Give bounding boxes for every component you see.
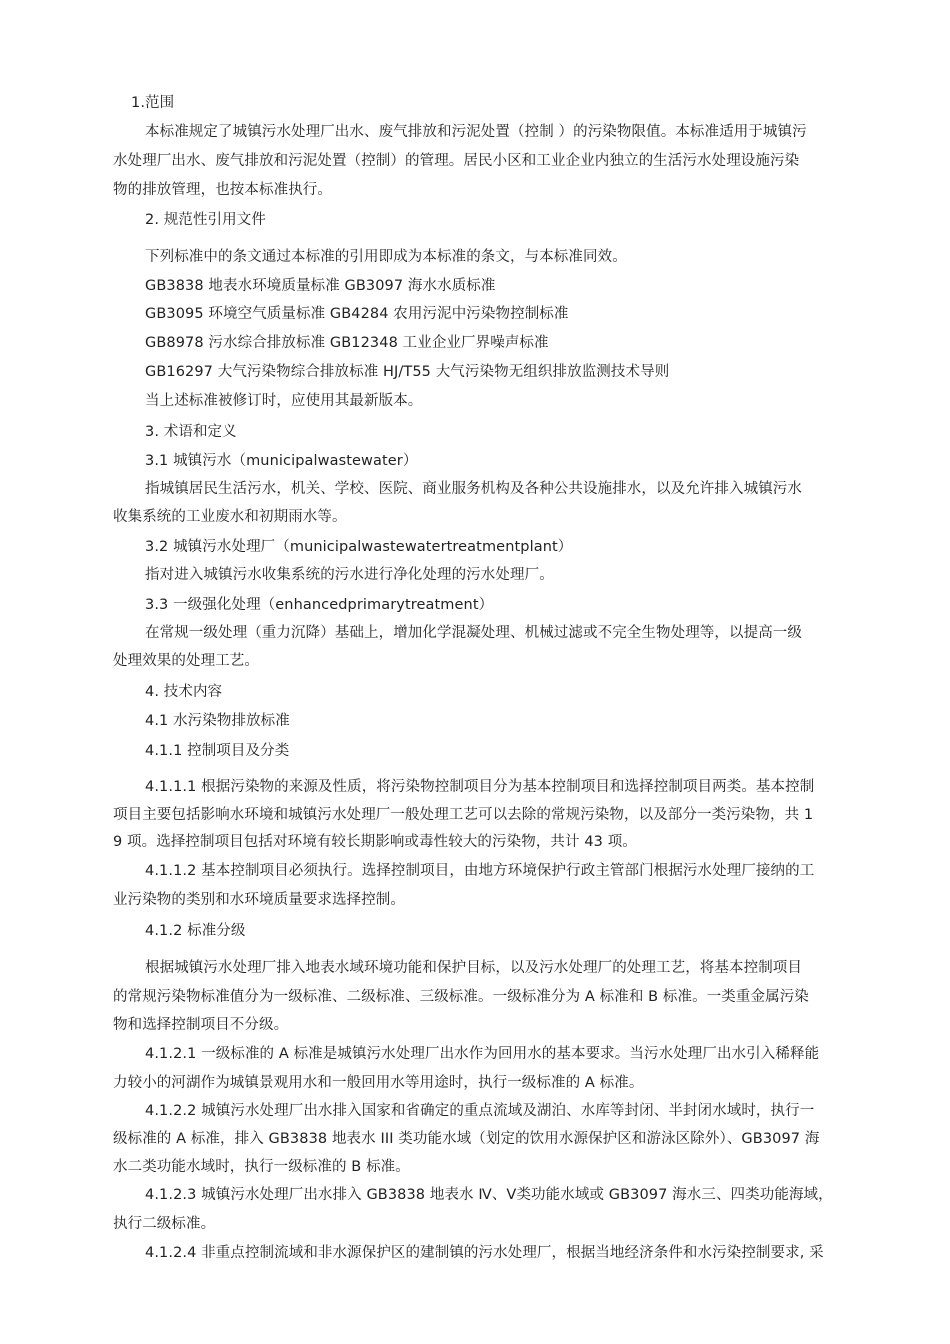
paragraph-line: 本标准规定了城镇污水处理厂出水、废气排放和污泥处置（控制 ）的污染物限值。本标准适用于城镇污 [145, 124, 807, 140]
section-heading: 2. 规范性引用文件 [145, 212, 266, 228]
subsection-heading: 4.1.2 标准分级 [145, 923, 246, 939]
paragraph-line: 业污染物的类别和水环境质量要求选择控制。 [113, 892, 405, 908]
paragraph-line: 收集系统的工业废水和初期雨水等。 [113, 509, 347, 525]
section-heading: 1.范围 [131, 95, 175, 111]
paragraph-line: 当上述标准被修订时，应使用其最新版本。 [145, 393, 423, 409]
paragraph-line: 力较小的河湖作为城镇景观用水和一般回用水等用途时，执行一级标准的 A 标准。 [113, 1075, 644, 1091]
reference-line: GB16297 大气污染物综合排放标准 HJ/T55 大气污染物无组织排放监测技术导则 [145, 364, 670, 380]
paragraph-line: 在常规一级处理（重力沉降）基础上，增加化学混凝处理、机械过滤或不完全生物处理等，以提高一级 [145, 625, 802, 641]
term-heading: 3.1 城镇污水（municipalwastewater） [145, 453, 418, 469]
section-heading: 4. 技术内容 [145, 684, 223, 700]
paragraph-line: 级标准的 A 标准，排入 GB3838 地表水 III 类功能水域（划定的饮用水源保护区和游泳区除外）、GB3097 海 [113, 1131, 820, 1147]
paragraph-line: 的常规污染物标准值分为一级标准、二级标准、三级标准。一级标准分为 A 标准和 B 标准。一类重金属污染 [113, 989, 809, 1005]
paragraph-line: 处理效果的处理工艺。 [113, 653, 259, 669]
paragraph-line: 4.1.2.3 城镇污水处理厂出水排入 GB3838 地表水 Ⅳ、Ⅴ类功能水域或 GB3097 海水三、四类功能海域， [145, 1187, 833, 1203]
paragraph-line: 4.1.1.2 基本控制项目必须执行。选择控制项目，由地方环境保护行政主管部门根据污水处理厂接纳的工 [145, 863, 815, 879]
subsection-heading: 4.1.1 控制项目及分类 [145, 743, 290, 759]
reference-line: GB3838 地表水环境质量标准 GB3097 海水水质标准 [145, 278, 496, 294]
paragraph-line: 水二类功能水域时，执行一级标准的 B 标准。 [113, 1159, 410, 1175]
paragraph-line: 物的排放管理，也按本标准执行。 [113, 182, 332, 198]
paragraph-line: 水处理厂出水、废气排放和污泥处置（控制）的管理。居民小区和工业企业内独立的生活污水处理设施污染 [113, 153, 800, 169]
reference-line: GB3095 环境空气质量标准 GB4284 农用污泥中污染物控制标准 [145, 306, 569, 322]
paragraph-line: 4.1.2.1 一级标准的 A 标准是城镇污水处理厂出水作为回用水的基本要求。当污水处理厂出水引入稀释能 [145, 1046, 820, 1062]
paragraph-line: 物和选择控制项目不分级。 [113, 1017, 289, 1033]
paragraph-line: 4.1.1.1 根据污染物的来源及性质，将污染物控制项目分为基本控制项目和选择控制项目两类。基本控制 [145, 779, 815, 795]
paragraph-line: 执行二级标准。 [113, 1216, 216, 1232]
term-heading: 3.2 城镇污水处理厂（municipalwastewatertreatmentplant） [145, 539, 573, 555]
section-heading: 3. 术语和定义 [145, 424, 237, 440]
paragraph-line: 指城镇居民生活污水，机关、学校、医院、商业服务机构及各种公共设施排水，以及允许排入城镇污水 [145, 481, 802, 497]
term-heading: 3.3 一级强化处理（enhancedprimarytreatment） [145, 597, 494, 613]
paragraph-line: 4.1.2.2 城镇污水处理厂出水排入国家和省确定的重点流域及湖泊、水库等封闭、半封闭水域时，执行一 [145, 1103, 815, 1119]
paragraph-line: 4.1.2.4 非重点控制流域和非水源保护区的建制镇的污水处理厂，根据当地经济条件和水污染控制要求, 采 [145, 1245, 824, 1261]
subsection-heading: 4.1 水污染物排放标准 [145, 713, 290, 729]
paragraph-line: 9 项。选择控制项目包括对环境有较长期影响或毒性较大的污染物，共计 43 项。 [113, 834, 637, 850]
paragraph-line: 项目主要包括影响水环境和城镇污水处理厂一般处理工艺可以去除的常规污染物，以及部分一类污染物，共 1 [113, 807, 814, 823]
paragraph-line: 指对进入城镇污水收集系统的污水进行净化处理的污水处理厂。 [145, 567, 554, 583]
paragraph-line: 根据城镇污水处理厂排入地表水域环境功能和保护目标，以及污水处理厂的处理工艺，将基本控制项目 [145, 960, 802, 976]
paragraph-line: 下列标准中的条文通过本标准的引用即成为本标准的条文，与本标准同效。 [145, 249, 627, 265]
reference-line: GB8978 污水综合排放标准 GB12348 工业企业厂界噪声标准 [145, 335, 549, 351]
